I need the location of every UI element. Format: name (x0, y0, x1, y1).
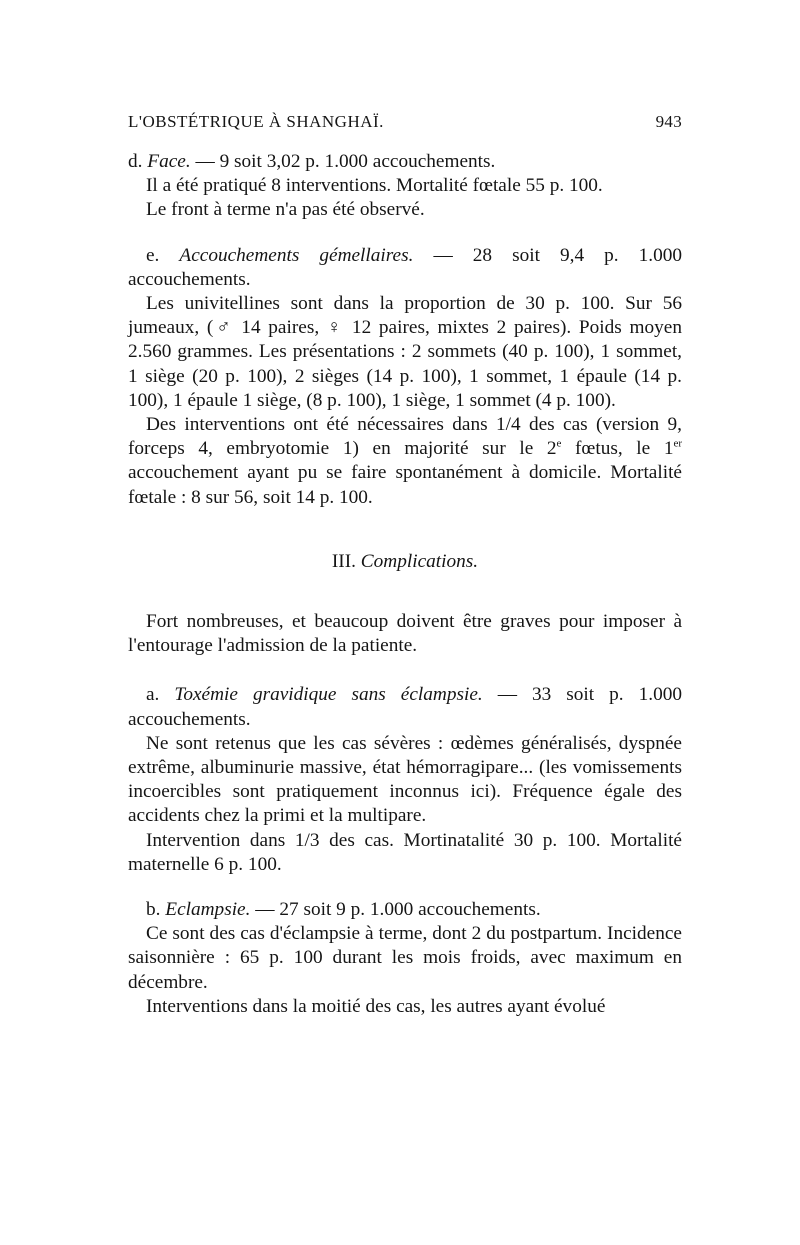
subsection-stats: — 9 soit 3,02 p. 1.000 accouchements. (190, 151, 496, 172)
subsection-label: b. (146, 899, 161, 921)
subsection-title: Accouchements gémellaires. (179, 244, 414, 266)
text-run: 12 paires, mixtes 2 paires). Poids moyen 2.560 grammes. Les présentations : 2 sommets (40 p. 100), 1 sommet, 1 siège (20 p. 100), 2 sièges (14 p. 100), 1 sommet, 1 épaule (14 p. 100), 1 épaule 1 siège, (8 p. 100), 1 siège, 1 sommet (4 p. 100). (128, 317, 682, 411)
subsection-heading-face (128, 150, 682, 174)
subsection-label: e. (146, 244, 160, 266)
running-title: L'OBSTÉTRIQUE À SHANGHAÏ. (128, 112, 384, 131)
paragraph: Intervention dans 1/3 des cas. Mortinatalité 30 p. 100. Mortalité maternelle 6 p. 100. (128, 829, 682, 875)
text-run: Les univitellines sont dans la proportion de 30 p. 100. Sur 56 jumeaux, ( (128, 293, 682, 339)
text-run: accouchement ayant pu se faire spontanément à domicile. Mortalité fœtale : 8 sur 56, soit 14 p. 100. (128, 462, 682, 508)
section-heading (128, 550, 682, 574)
paragraph-univitellines (128, 292, 682, 413)
paragraph: Ce sont des cas d'éclampsie à terme, dont 2 du postpartum. Incidence saisonnière : 65 p. 100 durant les mois froids, avec maximum en décembre. (128, 923, 682, 993)
subsection-title: Toxémie gravidique sans éclampsie. (174, 684, 483, 706)
subsection-stats: — 28 soit 9,4 p. 1.000 accouchements. (128, 244, 682, 290)
subsection-heading-eclampsie (128, 898, 682, 922)
subsection-stats: — 27 soit 9 p. 1.000 accouchements. (250, 899, 541, 921)
text-run: 14 paires, (233, 317, 327, 339)
subsection-heading-gemellaires (128, 244, 682, 292)
paragraph: Le front à terme n'a pas été observé. (146, 199, 425, 221)
paragraph: Il a été pratiqué 8 interventions. Mortalité fœtale 55 p. 100. (146, 175, 603, 197)
superscript: er (673, 437, 683, 450)
male-symbol-icon: ♂ (213, 317, 234, 339)
running-header (128, 112, 682, 132)
superscript: e (556, 437, 562, 450)
subsection-title: Face. (147, 151, 191, 172)
section-numeral: III. (331, 550, 356, 572)
page-number: 943 (655, 112, 682, 131)
page-body (128, 150, 682, 1019)
subsection-label: d. (128, 151, 143, 172)
text-run: fœtus, le 1 (561, 438, 674, 460)
subsection-label: a. (146, 684, 160, 706)
paragraph: Interventions dans la moitié des cas, les autres ayant évolué (146, 995, 606, 1017)
paragraph: Fort nombreuses, et beaucoup doivent être graves pour imposer à l'entourage l'admission de la patiente. (128, 611, 682, 657)
subsection-stats: — 33 soit p. 1.000 accouchements. (128, 684, 682, 730)
paragraph: Ne sont retenus que les cas sévères : œdèmes généralisés, dyspnée extrême, albuminurie massive, état hémorragipare... (les vomissements incoercibles sont pratiquement inconnus ici). Fréquence égale des accidents chez la primi et la multipare. (128, 732, 682, 827)
paragraph-interventions (128, 413, 682, 510)
subsection-heading-toxemie (128, 683, 682, 731)
section-title: Complications. (360, 550, 479, 572)
text-run: Des interventions ont été nécessaires dans 1/4 des cas (version 9, forceps 4, embryotomie 1) en majorité sur le 2 (128, 414, 682, 460)
female-symbol-icon: ♀ (326, 317, 345, 339)
subsection-title: Eclampsie. (165, 899, 251, 921)
